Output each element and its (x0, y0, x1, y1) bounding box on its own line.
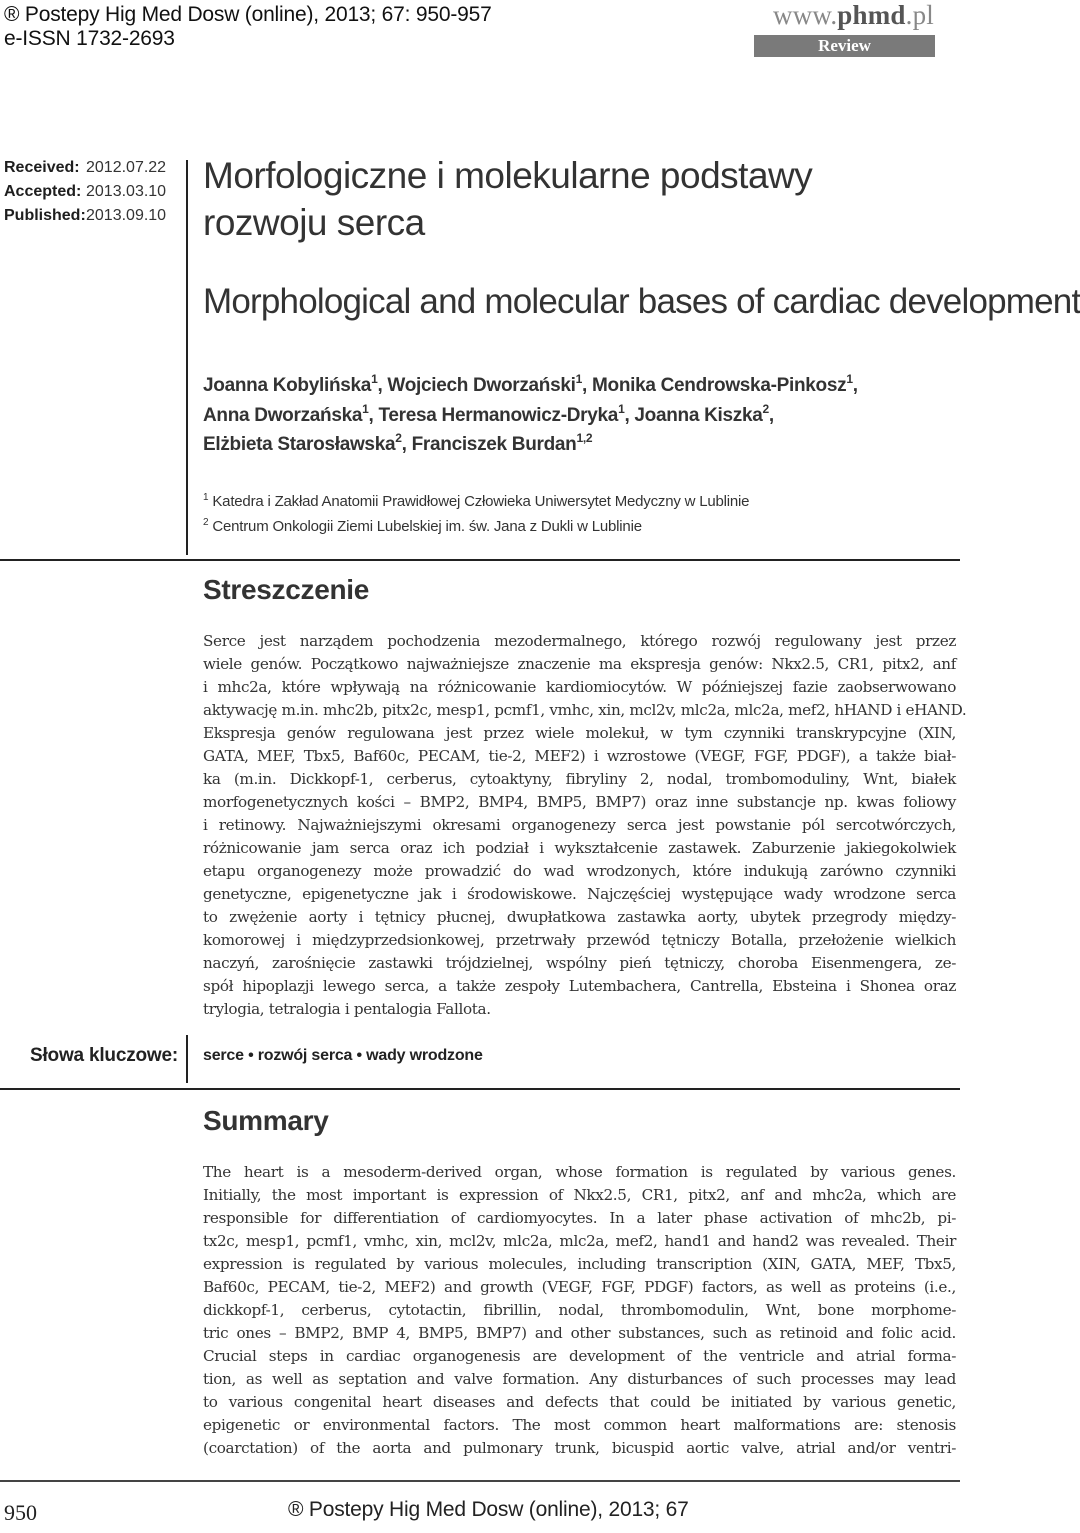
abstract-pl-heading: Streszczenie (203, 574, 370, 605)
author-line (203, 401, 943, 431)
section-divider (0, 559, 960, 561)
affiliation-number: 2 (203, 517, 209, 528)
author-affiliation-mark: 2 (395, 431, 402, 445)
abstract-line: dickkopf-1, cerberus, cytotactin, fibrillin, nodal, thrombomodulin, Wnt, bone morphome- (203, 1301, 956, 1319)
abstract-line: to zwężenie aorty i tętnicy płucnej, dwupłatkowa zastawka aorty, ubytek przegrody między- (203, 908, 956, 926)
author-name: Franciszek Burdan (411, 434, 577, 455)
date-value: 2013.09.10 (86, 207, 167, 224)
section-divider (0, 1088, 960, 1090)
author-list (203, 371, 943, 460)
affiliation-2 (203, 517, 943, 537)
author-name: Elżbieta Starosławska (203, 434, 396, 455)
keywords-label: Słowa kluczowe: (30, 1045, 178, 1066)
author-name: Teresa Hermanowicz-Dryka (378, 404, 619, 426)
page-number: 950 (4, 1500, 37, 1525)
author-separator: , (377, 375, 388, 396)
affiliation-text: Centrum Onkologii Ziemi Lubelskiej im. św. Jana z Dukli w Lublinie (212, 518, 642, 535)
abstract-line: etapu organogenezy może prowadzić do wad wrodzonych, które indukują zarówno czynniki (203, 862, 956, 880)
abstract-line: tion, as well as septation and valve formation. Any disturbances of such processes may lead (203, 1370, 956, 1388)
abstract-line: to various congenital heart diseases and defects that could be initiated by various genetic, (203, 1393, 956, 1411)
title-english: Morphological and molecular bases of cardiac development (203, 282, 1080, 321)
abstract-line: i mhc2a, które wpływają na różnicowanie kardiomiocytów. W późniejszej fazie zaobserwowano (203, 678, 956, 696)
date-label: Received: (4, 159, 80, 176)
footer-journal: ® Postepy Hig Med Dosw (online), 2013; 67 (288, 1498, 689, 1521)
author-separator: , (624, 404, 635, 426)
abstract-line: wiele genów. Początkowo najważniejsze znaczenie ma ekspresja genów: Nkx2.5, CR1, pitx2, anf (203, 655, 956, 673)
site-url-prefix: www. (773, 0, 838, 30)
author-affiliation-mark: 1 (575, 372, 583, 386)
author-separator: , (768, 404, 774, 426)
title-polish-line: rozwoju serca (203, 202, 425, 243)
title-polish-line: Morfologiczne i molekularne podstawy (203, 155, 813, 196)
footer-divider (0, 1480, 960, 1482)
abstract-en-heading: Summary (203, 1105, 329, 1136)
author-name: Monika Cendrowska-Pinkosz (591, 375, 847, 396)
abstract-en-body (203, 1161, 956, 1460)
abstract-line: GATA, MEF, Tbx5, Baf60c, PECAM, tie-2, MEF2) i wzrostowe (VEGF, FGF, PDGF), a także biał- (203, 747, 956, 765)
author-affiliation-mark: 1 (618, 401, 625, 416)
abstract-line: morfogenetycznych kości – BMP2, BMP4, BMP5, BMP7) oraz inne substancje np. kwas foliowy (203, 793, 956, 811)
affiliation-number: 1 (203, 492, 209, 503)
author-name: Anna Dworzańska (203, 404, 363, 426)
journal-citation: ® Postepy Hig Med Dosw (online), 2013; 67: 950-957 (4, 3, 492, 26)
abstract-line: spół hipoplazji lewego serca, a także zespoły Lutembachera, Cantrella, Ebsteina i Shonea oraz (203, 977, 956, 995)
divider-vertical-keywords (186, 1035, 188, 1083)
author-name: Joanna Kobylińska (203, 375, 372, 396)
site-url-suffix: .pl (905, 0, 934, 30)
abstract-line: tric ones – BMP2, BMP 4, BMP5, BMP7) and other substances, such as retinoid and folic acid. (203, 1324, 956, 1342)
author-separator: , (401, 434, 412, 455)
author-name: Wojciech Dworzański (387, 375, 576, 396)
author-separator: , (852, 375, 858, 396)
abstract-line: expression is regulated by various molecules, including transcription (XIN, GATA, MEF, Tbx5, (203, 1255, 956, 1273)
abstract-line: trylogia, tetralogia i pentalogia Fallota. (203, 1000, 491, 1018)
author-affiliation-mark: 2 (762, 401, 769, 416)
site-url-bold: phmd (837, 0, 906, 30)
abstract-line: Ekspresja genów regulowana jest przez wiele molekuł, w tym czynniki transkrypcyjne (XIN, (203, 724, 956, 742)
abstract-line: genetyczne, epigenetyczne jak i środowiskowe. Najczęściej występujące wady wrodzone serca (203, 885, 956, 903)
divider-vertical (186, 160, 188, 555)
keywords-text: serce • rozwój serca • wady wrodzone (203, 1047, 483, 1064)
issn: e-ISSN 1732-2693 (4, 27, 175, 50)
date-row (4, 156, 166, 180)
abstract-line: ka (m.in. Dickkopf-1, cerberus, cytoaktyny, fibryliny 2, nodal, trombomoduliny, Wnt, białek (203, 770, 956, 788)
date-value: 2013.03.10 (86, 183, 167, 200)
abstract-line: epigenetic or environmental factors. The most common heart malformations are: stenosis (203, 1416, 956, 1434)
author-line (203, 430, 943, 460)
abstract-line: Crucial steps in cardiac organogenesis are development of the ventricle and atrial forma- (203, 1347, 956, 1365)
abstract-line: Serce jest narządem pochodzenia mezodermalnego, którego rozwój regulowany jest przez (203, 632, 956, 650)
publication-dates (4, 156, 166, 228)
abstract-line: The heart is a mesoderm-derived organ, whose formation is regulated by various genes. (203, 1163, 956, 1181)
author-affiliation-mark: 1 (362, 401, 369, 416)
abstract-line: komorowej i międzyprzedsionkowej, przetrwały przewód tętniczy Botalla, przełożenie wielkich (203, 931, 956, 949)
abstract-line: responsible for differentiation of cardiomyocytes. In a later phase activation of mhc2b, pi- (203, 1209, 956, 1227)
author-affiliation-mark: 1 (371, 372, 378, 386)
affiliation-1 (203, 492, 943, 512)
date-label: Published: (4, 207, 86, 224)
author-separator: , (368, 404, 379, 426)
site-url[interactable] (773, 0, 934, 31)
abstract-line: różnicowanie jam serca oraz ich podział i wykształcenie zastawek. Zaburzenie jakiegokolwiek (203, 839, 956, 857)
review-badge: Review (754, 35, 935, 57)
abstract-line: naczyń, zarośnięcie zastawki trójdzielnej, wspólny pień tętniczy, choroba Eisenmengera, ze- (203, 954, 956, 972)
abstract-line: Initially, the most important is expression of Nkx2.5, CR1, pitx2, anf and mhc2a, which are (203, 1186, 956, 1204)
abstract-line: aktywację m.in. mhc2b, pitx2c, mesp1, pcmf1, vmhc, xin, mcl2v, mlc2a, mlc2a, mef2, hHAND i eHAND. (203, 701, 967, 719)
date-value: 2012.07.22 (86, 159, 167, 176)
abstract-line: tx2c, mesp1, pcmf1, vmhc, xin, mcl2v, mlc2a, mlc2a, mef2, hand1 and hand2 was revealed. Their (203, 1232, 956, 1250)
date-row (4, 204, 166, 228)
author-separator: , (582, 375, 592, 396)
date-label: Accepted: (4, 183, 82, 200)
abstract-line: (coarctation) of the aorta and pulmonary trunk, bicuspid aortic valve, atrial and/or ventri- (203, 1439, 956, 1457)
abstract-pl-body (203, 630, 967, 1021)
abstract-line: i retinowy. Najważniejszymi okresami organogenezy serca jest powstanie pól sercotwórczych, (203, 816, 956, 834)
affiliation-text: Katedra i Zakład Anatomii Prawidłowej Człowieka Uniwersytet Medyczny w Lublinie (212, 493, 750, 510)
author-name: Joanna Kiszka (634, 404, 763, 426)
abstract-line: Baf60c, PECAM, tie-2, MEF2) and growth (VEGF, FGF, PDGF) factors, as well as proteins (i.e., (203, 1278, 956, 1296)
author-affiliation-mark: 1,2 (576, 431, 593, 445)
author-affiliation-mark: 1 (846, 372, 853, 386)
title-polish (203, 152, 943, 246)
author-line (203, 371, 943, 401)
date-row (4, 180, 166, 204)
